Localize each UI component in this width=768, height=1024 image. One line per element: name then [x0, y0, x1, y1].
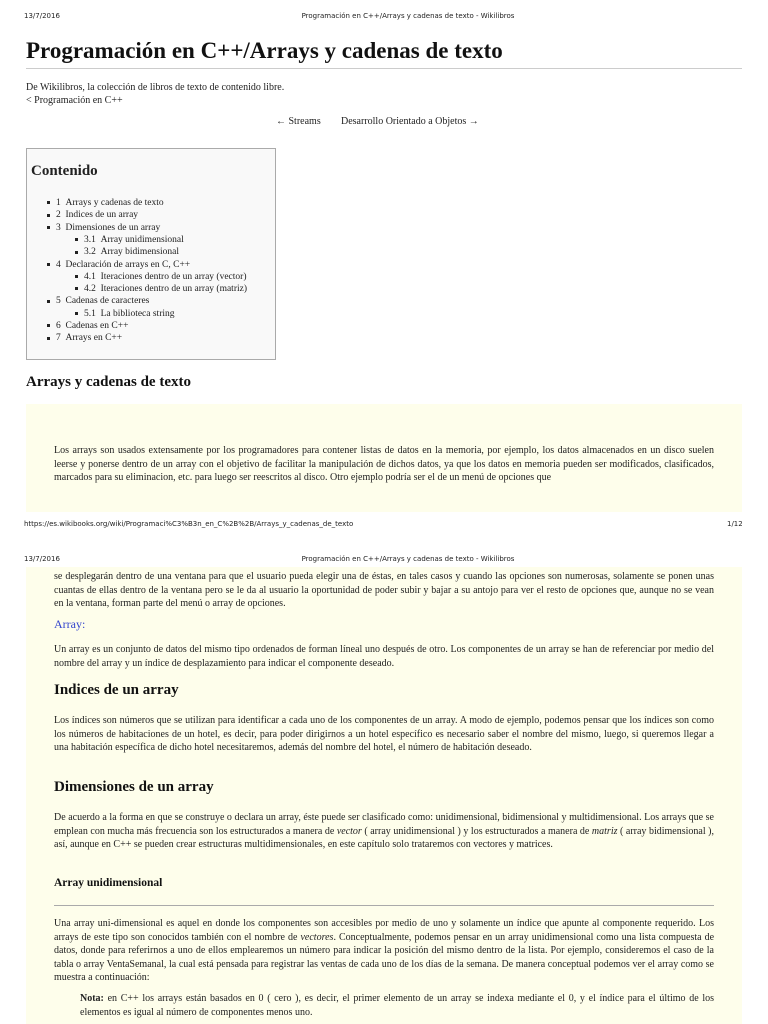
- print-header-date-2: 13/7/2016: [24, 555, 60, 563]
- dim-text-2: ( array unidimensional ) y los estructurados a manera de: [361, 825, 592, 837]
- table-of-contents: [26, 148, 276, 360]
- print-header-title: Programación en C++/Arrays y cadenas de texto - Wikilibros: [301, 12, 515, 20]
- title-underline: [26, 68, 742, 69]
- toc-item[interactable]: [47, 332, 122, 344]
- toc-item-label: Declaración de arrays en C, C++: [65, 259, 191, 270]
- print-footer-url: https://es.wikibooks.org/wiki/Programaci%C3%B3n_en_C%2B%2B/Arrays_y_cadenas_de_texto: [24, 520, 354, 528]
- bullet-icon: [75, 275, 78, 278]
- toc-item-label: Array unidimensional: [100, 234, 184, 245]
- toc-item-label: Arrays y cadenas de texto: [65, 198, 164, 208]
- uni-text-2: . Conceptualmente, podemos pensar en un array unidimensional como una lista compuesta de datos, donde para referirnos a uno de ellos emplearemos un número para indicar la posición del mismo dentro de la lista. Por ejemplo, consideremos el caso de la tabla o array VentaSemanal, la cual está pensada para registrar las ventas de cada uno de los días de la semana. De manera conceptual podemos ver el array como se muestra a continuación:: [54, 931, 715, 984]
- bullet-icon: [47, 201, 50, 204]
- toc-item[interactable]: [75, 308, 175, 320]
- uni-text-1: Una array uni-dimensional es aquel en donde los componentes son accesibles por medio de uno y solamente un índice que apunte al componente requerido. Los arrays de este tipo son conocidos también con el nombre de: [54, 918, 714, 943]
- toc-item-number: 1: [56, 198, 61, 208]
- bullet-icon: [47, 300, 50, 303]
- nav-next-link[interactable]: Desarrollo Orientado a Objetos →: [341, 116, 479, 127]
- section-heading-arrays: Arrays y cadenas de texto: [26, 374, 191, 390]
- bullet-icon: [47, 226, 50, 229]
- heading-array-unidimensional: Array unidimensional: [54, 877, 163, 889]
- toc-item[interactable]: [75, 234, 184, 246]
- bullet-icon: [47, 324, 50, 327]
- toc-item-label: Arrays en C++: [65, 333, 123, 344]
- dim-vector: vector: [336, 825, 362, 837]
- paragraph-continued: se desplegarán dentro de una ventana para que el usuario pueda elegir una de éstas, en tales casos y cuando las opciones son numerosas, solamente se ponen unas cuantas de ellas dentro de la ventana pero se le da al usuario la oportunidad de poder subir y bajar a su antojo para ver el resto de opciones que, aunque no se vean en la ventana, forman parte del menú o array de opciones.: [54, 571, 714, 610]
- toc-item-number: 2: [56, 210, 61, 221]
- page-break: [0, 536, 768, 552]
- heading-indices: Indices de un array: [54, 682, 179, 698]
- breadcrumb[interactable]: < Programación en C++: [26, 95, 123, 106]
- print-header-title-2: Programación en C++/Arrays y cadenas de texto - Wikilibros: [301, 555, 515, 563]
- paragraph-dimensiones: [54, 811, 714, 852]
- toc-item-number: 5.1: [84, 308, 96, 319]
- toc-item-number: 5: [56, 296, 61, 307]
- toc-item[interactable]: [47, 197, 164, 209]
- toc-item-label: Indices de un array: [65, 210, 139, 221]
- bullet-icon: [47, 337, 50, 340]
- toc-item-number: 4: [56, 259, 61, 270]
- paragraph-array-definition: Un array es un conjunto de datos del mismo tipo ordenados de forman líneal uno después de otro. Los componentes de un array se han de referenciar por medio del nombre del array y un índice de desplazamiento para indicar el componente deseado.: [54, 644, 714, 669]
- toc-item-label: Iteraciones dentro de un array (vector): [100, 271, 247, 282]
- subheading-rule: [54, 905, 714, 906]
- toc-item-label: Iteraciones dentro de un array (matriz): [100, 284, 248, 295]
- toc-item-number: 4.1: [84, 271, 96, 282]
- toc-item[interactable]: [47, 222, 160, 234]
- toc-item-label: Dimensiones de un array: [65, 222, 161, 233]
- heading-dimensiones: Dimensiones de un array: [54, 779, 214, 795]
- print-header-date: 13/7/2016: [24, 12, 60, 20]
- toc-item-label: Cadenas en C++: [65, 321, 129, 331]
- note-text: en C++ los arrays están basados en 0 ( cero ), es decir, el primer elemento de un array se indexa mediante el 0, y el índice para el último de los elementos es igual al número de componentes menos uno.: [80, 993, 714, 1018]
- toc-item[interactable]: [47, 295, 149, 307]
- toc-item[interactable]: [47, 320, 128, 332]
- nav-prev-link[interactable]: ← Streams: [276, 116, 321, 127]
- uni-vectores: vectores: [300, 931, 334, 943]
- paragraph-unidimensional: [54, 917, 714, 985]
- bullet-icon: [75, 312, 78, 315]
- toc-item[interactable]: [75, 246, 179, 258]
- dim-matriz: matriz: [591, 825, 618, 837]
- toc-item-number: 6: [56, 321, 61, 331]
- dim-text-1: De acuerdo a la forma en que se construye o declara un array, éste puede ser clasificado como: unidimensional, bidimensional y multidimensional. Los arrays que se emplean con mucha más frecuencia son los estructurados a manera de: [54, 812, 714, 837]
- paragraph-indices: Los índices son números que se utilizan para identificar a cada uno de los componentes de un array. A modo de ejemplo, podemos pensar que los índices son como los números de habitaciones de un hotel, es decir, para poder dirigirnos a un hotel específico es necesario saber el nombre del mismo, luego, si queremos llegar a una habitación específica de dicho hotel necesitaremos, además del nombre del hotel, el número de habitación deseado.: [54, 715, 714, 754]
- toc-item[interactable]: [47, 259, 190, 271]
- toc-item[interactable]: [75, 283, 247, 295]
- toc-item-label: La biblioteca string: [100, 308, 175, 319]
- page-title: Programación en C++/Arrays y cadenas de texto: [26, 38, 503, 63]
- toc-item-number: 3.1: [84, 234, 96, 245]
- toc-item-number: 7: [56, 333, 61, 344]
- toc-item-label: Cadenas de caracteres: [65, 296, 150, 307]
- toc-item-number: 3: [56, 222, 61, 233]
- bullet-icon: [75, 238, 78, 241]
- toc-item-number: 4.2: [84, 284, 96, 295]
- bullet-icon: [75, 251, 78, 254]
- bullet-icon: [47, 263, 50, 266]
- toc-item-label: Array bidimensional: [100, 247, 179, 258]
- note-label: Nota:: [80, 993, 104, 1004]
- note-block: [80, 992, 714, 1019]
- toc-item[interactable]: [75, 271, 246, 283]
- dim-text-3: ( array bidimensional ), así, aunque en C++ se pueden crear estructuras multidimensionales, en este capítulo solo trataremos con vectores y matrices.: [54, 825, 715, 851]
- bullet-icon: [75, 287, 78, 290]
- toc-item-number: 3.2: [84, 247, 96, 258]
- paragraph-arrays-intro: Los arrays son usados extensamente por los programadores para contener listas de datos en la memoria, por ejemplo, los datos almacenados en un disco suelen leerse y ponerse dentro de un array con el objetivo de facilitar la manipulación de dichos datos, ya que los datos en memoria pueden ser modificados, clasificados, marcados para su eliminacion, etc. para luego ser reescritos al disco. Otro ejemplo podría ser el de un menú de opciones que: [54, 445, 714, 484]
- print-footer-page: 1/12: [727, 520, 743, 528]
- intro-text: De Wikilibros, la colección de libros de texto de contenido libre.: [26, 82, 285, 93]
- toc-title: Contenido: [31, 163, 98, 179]
- toc-item[interactable]: [47, 209, 138, 221]
- array-link[interactable]: Array:: [54, 617, 86, 631]
- bullet-icon: [47, 214, 50, 217]
